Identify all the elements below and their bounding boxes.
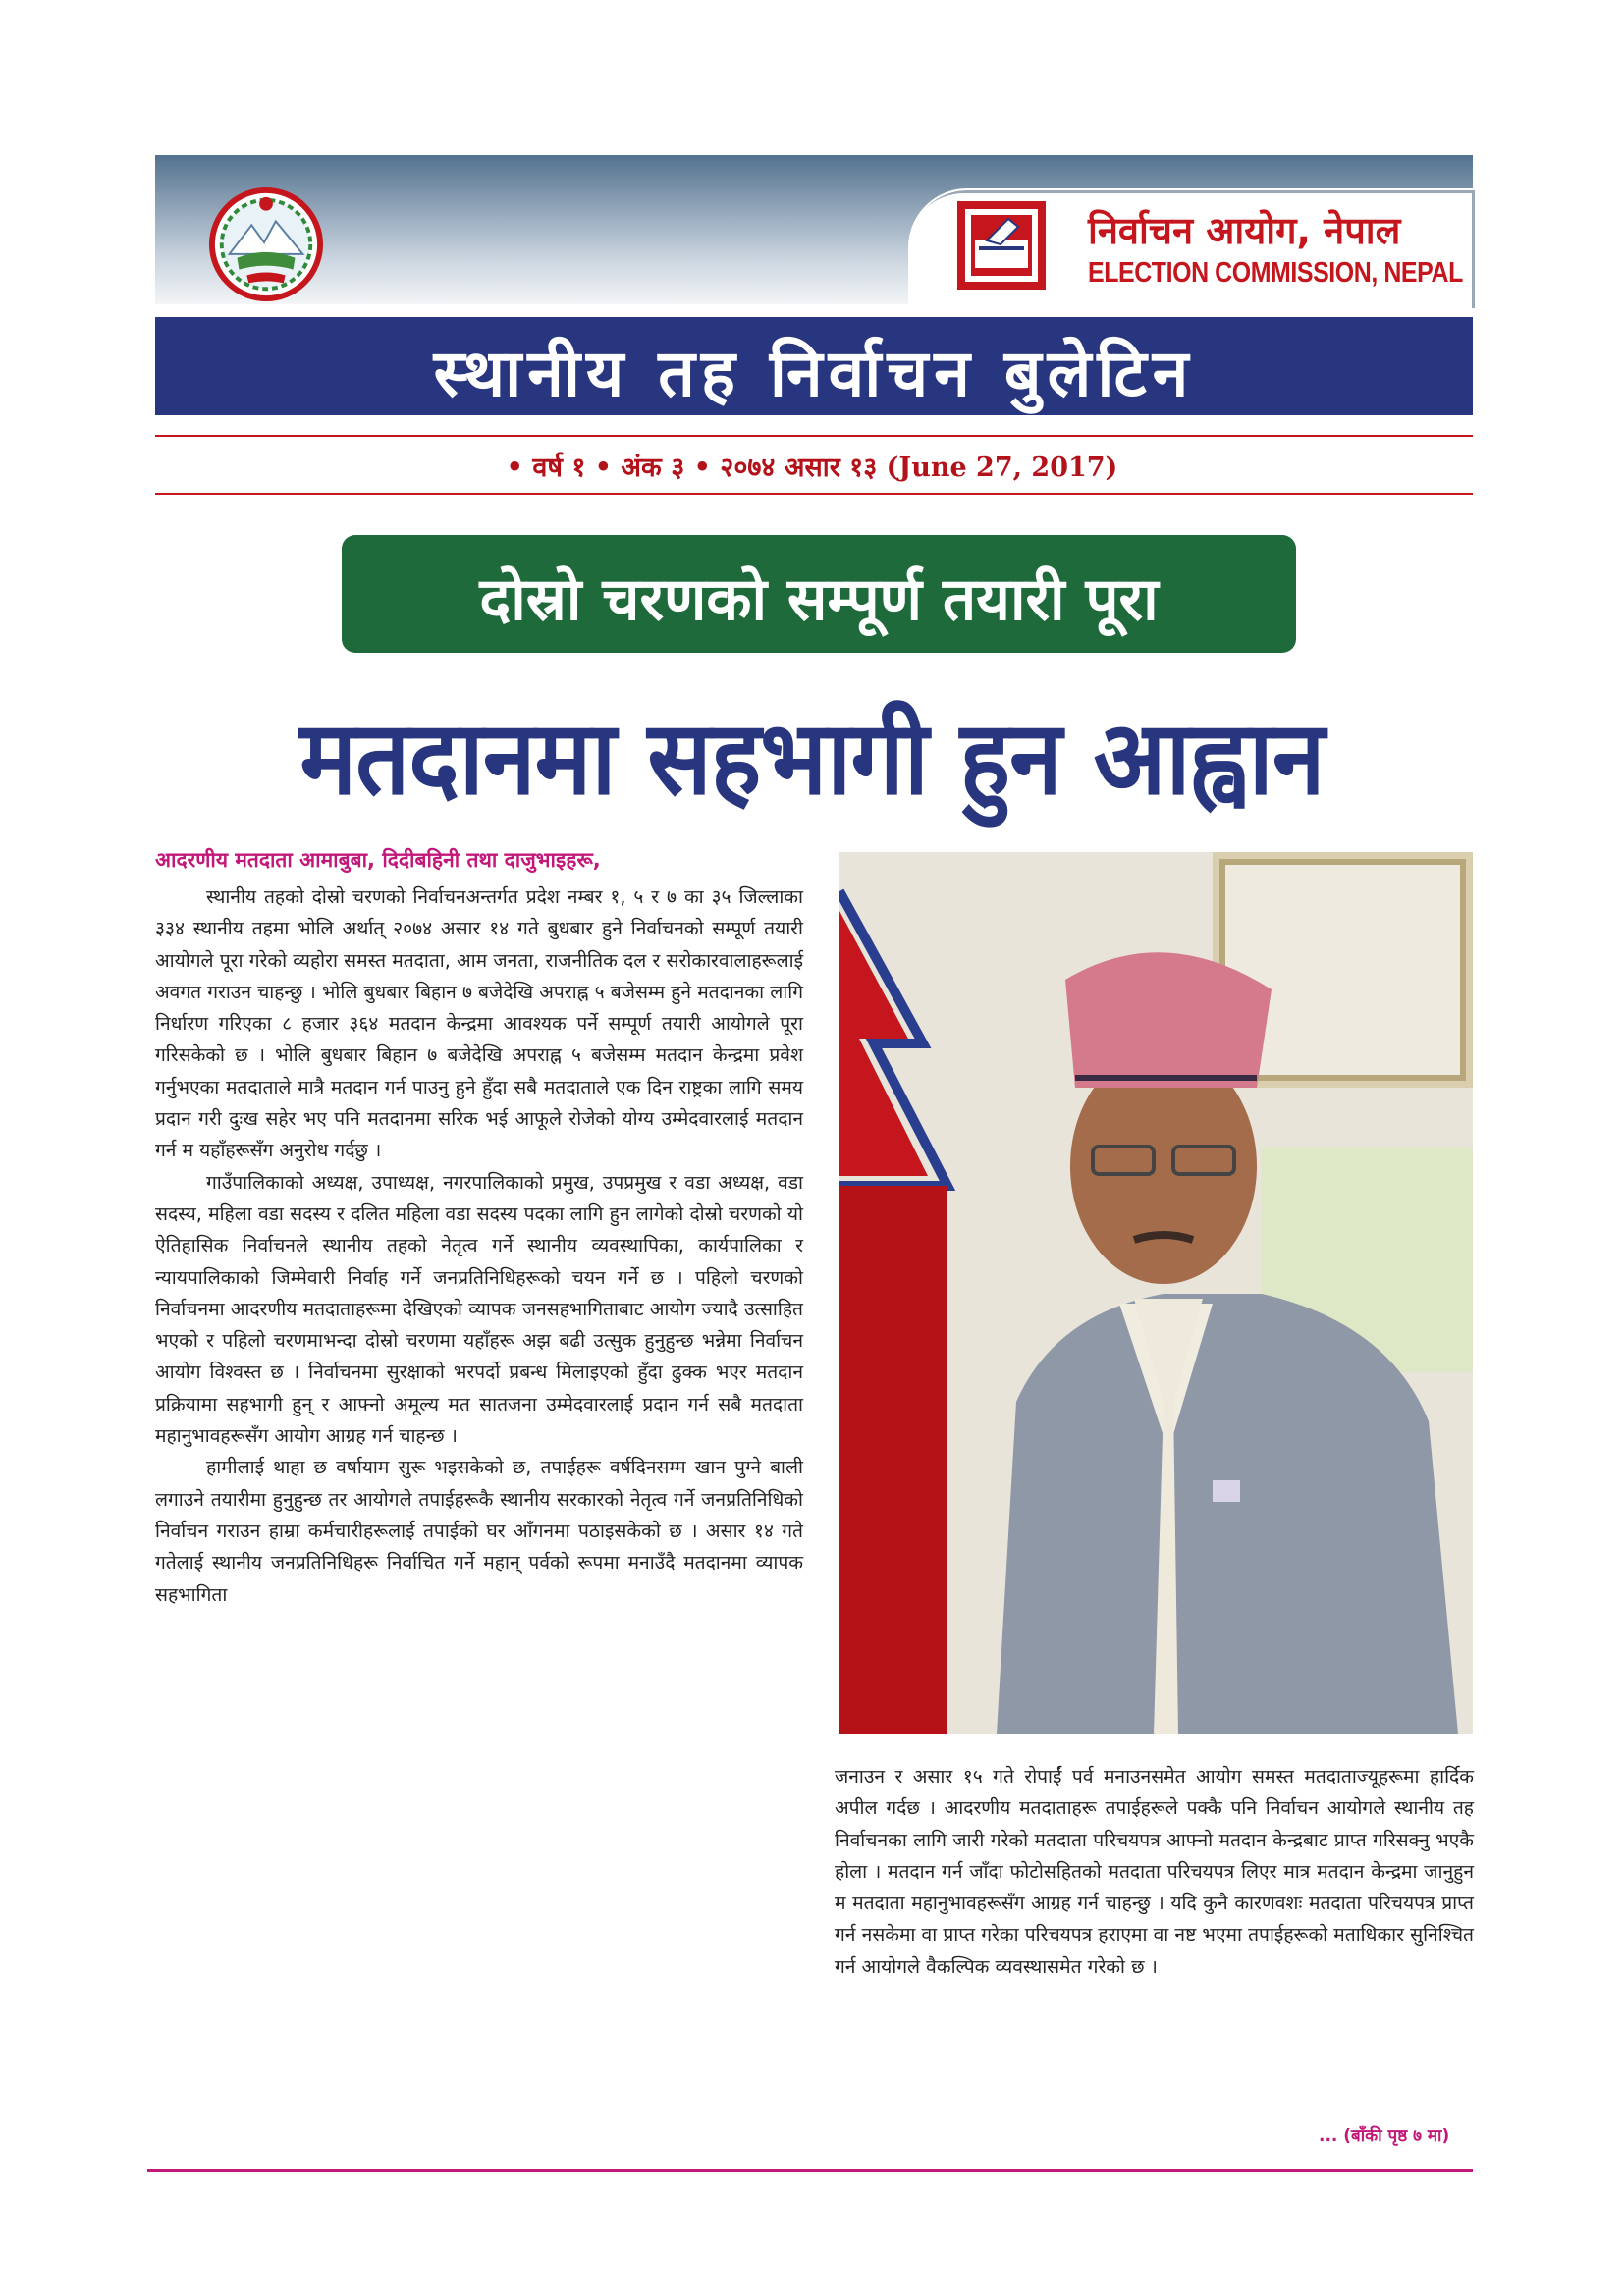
org-name-nepali: निर्वाचन आयोग, नेपाल (1088, 209, 1401, 252)
kicker-text: दोस्रो चरणको सम्पूर्ण तयारी पूरा (479, 565, 1159, 634)
salutation: आदरणीय मतदाता आमाबुबा, दिदीबहिनी तथा दाजुभाइहरू, (155, 848, 601, 872)
paragraph-3: हामीलाई थाहा छ वर्षायाम सुरू भइसकेको छ, तपाईहरू वर्षदिनसम्म खान पुग्ने बाली लगाउने तयारीमा हुनुहुन्छ तर आयोगले तपाईहरूकै स्थानीय सरकारको नेतृत्व गर्ने जनप्रतिनिधिको निर्वाचन गराउन हाम्रा कर्मचारीहरूलाई तपाईको घर आँगनमा पठाइसकेको छ । असार १४ गते गतेलाई स्थानीय जनप्रतिनिधिहरू निर्वाचित गर्ने महान् पर्वको रूपमा मनाउँदै मतदानमा व्यापक सहभागिता (155, 1456, 803, 1606)
right-column (835, 1761, 1474, 1983)
main-headline: मतदानमा सहभागी हुन आह्वान (299, 698, 1325, 818)
bulletin-title-bar (155, 317, 1473, 415)
kicker-box (342, 535, 1296, 653)
issue-line: • वर्ष १ • अंक ३ • २०७४ असार १३ (June 27, 2017) (506, 453, 1118, 483)
paragraph-1: स्थानीय तहको दोस्रो चरणको निर्वाचनअन्तर्गत प्रदेश नम्बर १, ५ र ७ का ३५ जिल्लाका ३३४ स्थानीय तहमा भोलि अर्थात् २०७४ असार १४ गते बुधबार हुने निर्वाचनको सम्पूर्ण तयारी आयोगले पूरा गरेको व्यहोरा समस्त मतदाता, आम जनता, राजनीतिक दल र सरोकारवालाहरूलाई अवगत गराउन चाहन्छु । भोलि बुधबार बिहान ७ बजेदेखि अपराह्न ५ बजेसम्म हुने मतदानका लागि निर्धारण गरिएका ८ हजार ३६४ मतदान केन्द्रमा आवश्यक पर्ने सम्पूर्ण तयारी आयोगले पूरा गरिसकेको छ । भोलि बुधबार बिहान ७ बजेदेखि अपराह्न ५ बजेसम्म मतदान केन्द्रमा प्रवेश गर्नुभएका मतदाताले मात्रै मतदान गर्न पाउनु हुने हुँदा सबै मतदाताले एक दिन राष्ट्रका लागि समय प्रदान गरी दुःख सहेर भए पनि मतदानमा सरिक भई आफूले रोजेको योग्य उम्मेदवारलाई मतदान गर्न म यहाँहरूसँग अनुरोध गर्दछु । (155, 885, 803, 1162)
portrait-photo (839, 852, 1473, 1734)
continued-note: ... (बाँकी पृष्ठ ७ मा) (1319, 2126, 1450, 2146)
nepal-emblem-icon (208, 187, 324, 302)
divider-rule-top (155, 435, 1473, 437)
ballot-logo-icon (957, 201, 1046, 290)
org-name-english: ELECTION COMMISSION, NEPAL (1088, 257, 1463, 289)
bulletin-title: स्थानीय तह निर्वाचन बुलेटिन (433, 336, 1195, 411)
divider-rule-bottom (155, 493, 1473, 495)
portrait-illustration (839, 852, 1473, 1734)
bottom-rule (147, 2169, 1473, 2172)
paragraph-2: गाउँपालिकाको अध्यक्ष, उपाध्यक्ष, नगरपालिकाको प्रमुख, उपप्रमुख र वडा अध्यक्ष, वडा सदस्य, महिला वडा सदस्य र दलित महिला वडा सदस्य पदका लागि हुन लागेको दोस्रो चरणको यो ऐतिहासिक निर्वाचनले स्थानीय तहको नेतृत्व गर्ने स्थानीय व्यवस्थापिका, कार्यपालिका र न्यायपालिकाको जिम्मेवारी निर्वाह गर्ने जनप्रतिनिधिहरूको चयन गर्ने छ । पहिलो चरणको निर्वाचनमा आदरणीय मतदाताहरूमा देखिएको व्यापक जनसहभागिताबाट आयोग ज्यादै उत्साहित भएको र पहिलो चरणमाभन्दा दोस्रो चरणमा यहाँहरू अझ बढी उत्सुक हुनुहुन्छ भन्नेमा निर्वाचन आयोग विश्वस्त छ । निर्वाचनमा सुरक्षाको भरपर्दो प्रबन्ध मिलाइएको हुँदा ढुक्क भएर मतदान प्रक्रियामा सहभागी हुन् र आफ्नो अमूल्य मत सातजना उम्मेदवारलाई प्रदान गर्न सबै मतदाता महानुभावहरूसँग आयोग आग्रह गर्न चाहन्छ । (155, 1170, 803, 1448)
paragraph-4: जनाउन र असार १५ गते रोपाईं पर्व मनाउनसमेत आयोग समस्त मतदाताज्यूहरूमा हार्दिक अपील गर्दछ । आदरणीय मतदाताहरू तपाईहरूले पक्कै पनि निर्वाचन आयोगले स्थानीय तह निर्वाचनका लागि जारी गरेको मतदाता परिचयपत्र आफ्नो मतदान केन्द्रबाट प्राप्त गरिसक्नु भएकै होला । मतदान गर्न जाँदा फोटोसहितको मतदाता परिचयपत्र लिएर मात्र मतदान केन्द्रमा जानुहुन म मतदाता महानुभावहरूसँग आग्रह गर्न चाहन्छु । यदि कुनै कारणवशः मतदाता परिचयपत्र प्राप्त गर्न नसकेमा वा प्राप्त गरेका परिचयपत्र हराएमा वा नष्ट भएमा तपाईहरूको मताधिकार सुनिश्चित गर्न आयोगले वैकल्पिक व्यवस्थासमेत गरेको छ । (835, 1765, 1474, 1978)
left-column (155, 881, 803, 1611)
